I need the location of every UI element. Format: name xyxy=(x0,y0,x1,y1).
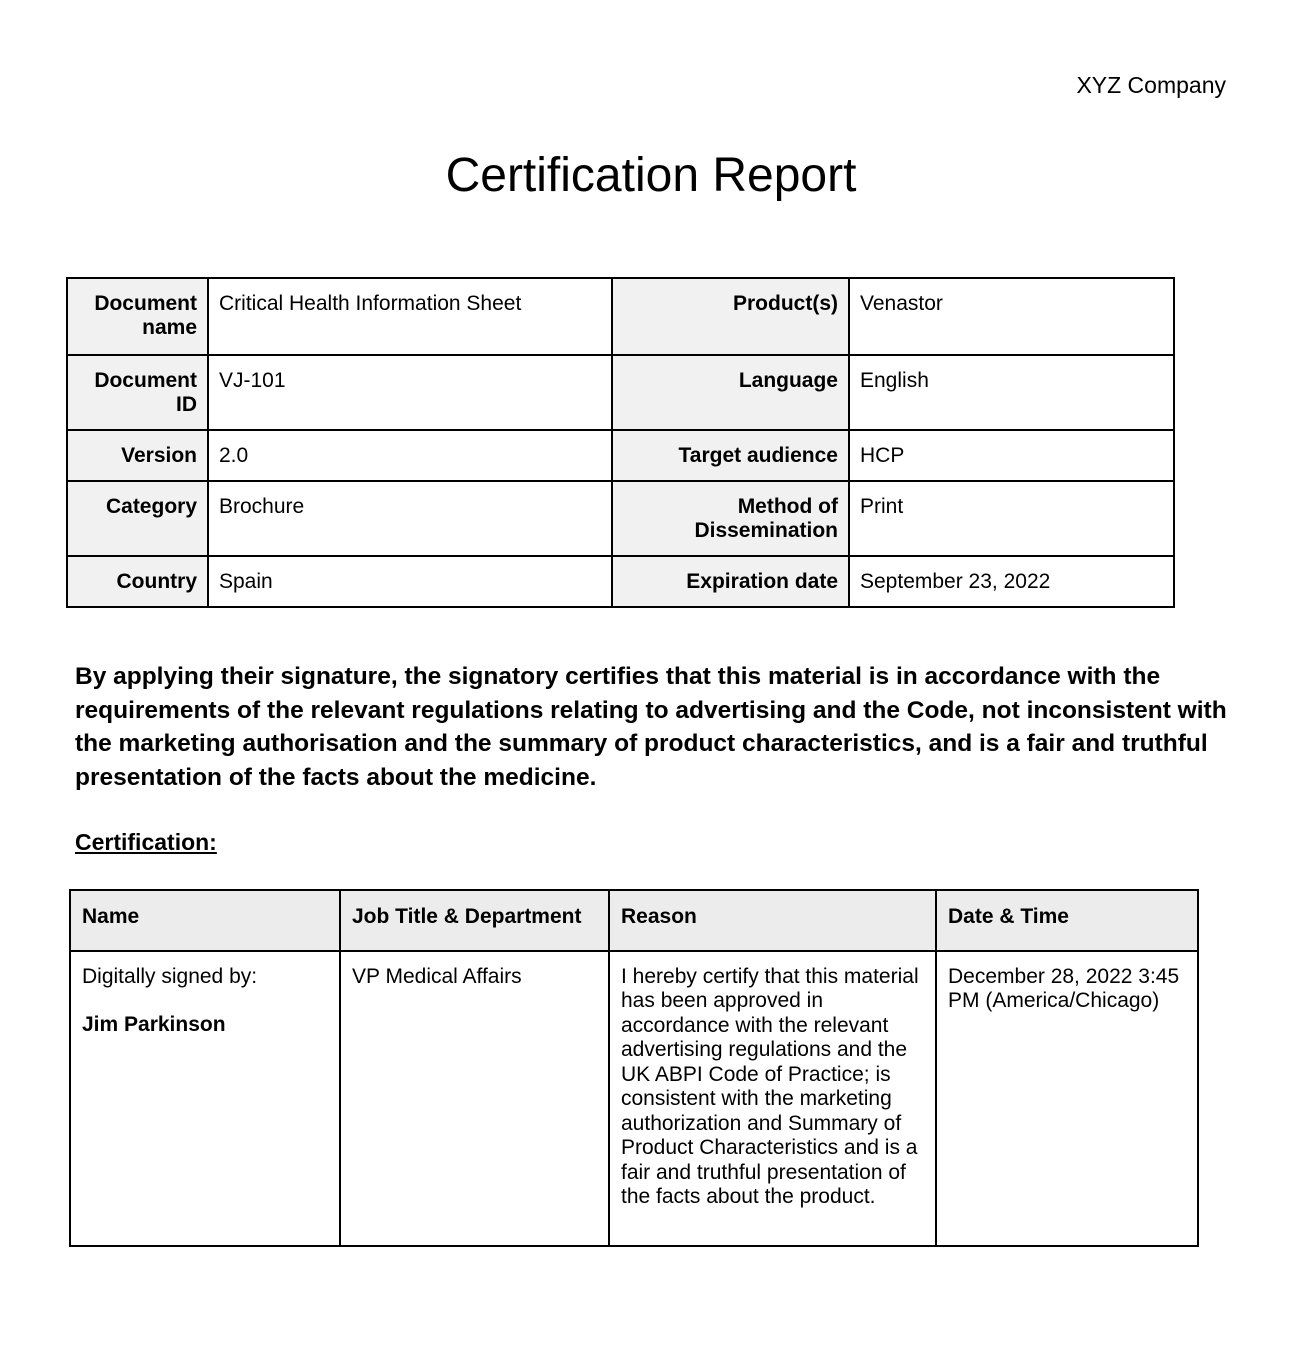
metadata-label: Language xyxy=(612,355,849,430)
column-header-reason: Reason xyxy=(609,890,936,951)
metadata-label: Version xyxy=(67,430,208,481)
metadata-label: Document ID xyxy=(67,355,208,430)
metadata-value: 2.0 xyxy=(208,430,612,481)
certification-heading: Certification: xyxy=(75,829,217,855)
signer-cell xyxy=(70,951,340,1246)
metadata-value: English xyxy=(849,355,1174,430)
metadata-value: Venastor xyxy=(849,278,1174,355)
reason-cell: I hereby certify that this material has been approved in accordance with the relevant advertising regulations and the UK ABPI Code of Practice; is consistent with the marketing authorization and Summary of Product Characteristics and is a fair and truthful presentation of the facts about the product. xyxy=(609,951,936,1246)
page-title: Certification Report xyxy=(445,149,857,202)
job-title-cell: VP Medical Affairs xyxy=(340,951,609,1246)
metadata-label: Target audience xyxy=(612,430,849,481)
metadata-label: Method of Dissemination xyxy=(612,481,849,556)
certification-table xyxy=(69,889,1199,1247)
metadata-value: Print xyxy=(849,481,1174,556)
metadata-label: Product(s) xyxy=(612,278,849,355)
metadata-label: Document name xyxy=(67,278,208,355)
certification-header-row xyxy=(70,890,1198,951)
metadata-row-document-id xyxy=(67,355,1174,430)
metadata-value: September 23, 2022 xyxy=(849,556,1174,607)
metadata-row-category xyxy=(67,481,1174,556)
document-metadata-table xyxy=(66,277,1175,608)
signer-name: Jim Parkinson xyxy=(82,1013,226,1036)
metadata-row-document-name xyxy=(67,278,1174,355)
metadata-value: HCP xyxy=(849,430,1174,481)
metadata-row-version xyxy=(67,430,1174,481)
metadata-label: Country xyxy=(67,556,208,607)
signed-by-label: Digitally signed by: xyxy=(82,964,258,988)
metadata-value: VJ-101 xyxy=(208,355,612,430)
column-header-date-time: Date & Time xyxy=(936,890,1198,951)
metadata-value: Spain xyxy=(208,556,612,607)
column-header-job-title: Job Title & Department xyxy=(340,890,609,951)
metadata-row-country xyxy=(67,556,1174,607)
certification-statement: By applying their signature, the signatory certifies that this material is in accordance with the requirements of the relevant regulations relating to advertising and the Code, not inconsistent with the marketing authorisation and the summary of product characteristics, and is a fair and truthful presentation of the facts about the medicine. xyxy=(75,663,1227,792)
metadata-value: Critical Health Information Sheet xyxy=(208,278,612,355)
metadata-label: Expiration date xyxy=(612,556,849,607)
date-time-cell: December 28, 2022 3:45 PM (America/Chicago) xyxy=(936,951,1198,1246)
metadata-label: Category xyxy=(67,481,208,556)
company-name: XYZ Company xyxy=(1076,72,1226,98)
metadata-value: Brochure xyxy=(208,481,612,556)
column-header-name: Name xyxy=(70,890,340,951)
table-row xyxy=(70,951,1198,1246)
